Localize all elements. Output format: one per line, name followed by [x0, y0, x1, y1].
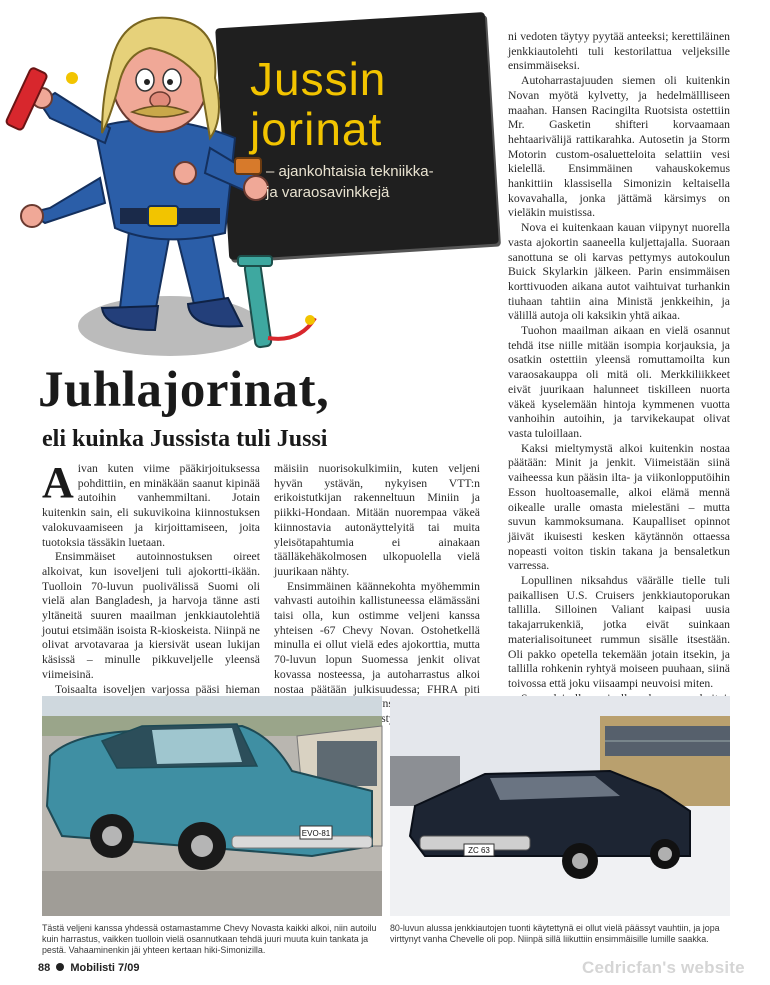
body-paragraph: mäisiin nuorisokulkimiin, kuten veljeni hyvän ystävän, nykyisen VTT:n erikoistutkijan rakenneltuun Miniin ja piikki-Hondaan. Mitään nuorempaa väkeä kiinnostavia autonäyttelyitä tai muita yleisötapahtumia ei ainakaan täälläkehäkolmosen ulkopuolella vielä juurikaan nähty. [274, 462, 480, 578]
article-subheadline: eli kuinka Jussista tuli Jussi [42, 426, 328, 452]
website-watermark: Cedricfan's website [582, 958, 745, 977]
column-subtitle-line-2: ja varaosavinkkejä [266, 184, 390, 201]
photo-caption: 80-luvun alussa jenkkiautojen tuonti käytettynä ei ollut vielä päässyt vauhtiin, ja jopa virttynyt vanha Chevelle oli pop. Niinpä sillä liikuttiin ensimmäisille lumille saakka. [390, 923, 720, 944]
body-column-left [42, 458, 260, 696]
column-subtitle-line-1: – ajankohtaisia tekniikka- [266, 163, 434, 180]
body-paragraph: Lopullinen niksahdus väärälle tielle tuli paikallisen U.S. Cruisers jenkkiautoporukan tallilla. Silloinen Valiant kaipasi uusia takajarrukenkiä, jotka eivät suinkaan materialisoituneet rummun sisälle itsestään. Oli pakko opetella tekemään jotain itsekin, ja tallilla rohkenin ryhtyä moiseen puuhaan, siinä toivossa että joku viisaampi neuvoisi miten. [508, 574, 730, 690]
body-paragraph [42, 458, 260, 550]
column-title-line-1: Jussin [250, 53, 387, 105]
body-paragraph: ni vedoten täytyy pyytää anteeksi; kerettiläinen jenkkiautolehti tuli kestorilattua veljeksille ensimmäiseksi. [508, 30, 730, 73]
body-paragraph: Kaksi mieltymystä alkoi kuitenkin nostaa päätään: Minit ja jenkit. Viimeistään siinä vaiheessa kun pääsin ilta- ja viikonlopputöihin Esson huoltoasemalle, alkoi elämä mennä oikealle uralle omasta mielestäni – mutta suvun kammoksumana. Kaupalliset opinnot jäivät ikuisesti kesken käytännön ottaessa nopeasti voiton tiskin takana ja bensaletkun varressa. [508, 441, 730, 573]
license-plate-text: ZC 63 [468, 846, 490, 855]
photo-caption: Tästä veljeni kanssa yhdessä ostamastamme Chevy Novasta kaikki alkoi, niin autoilu kuin harrastus, vaikken tuolloin vielä osannutkaan tehdä juuri muuta kuin tankata ja pestä. Vahaaminenkin jäi yhteen kertaan hiki-Simonizilla. [42, 923, 377, 955]
bullet-icon [56, 963, 64, 971]
article-headline: Juhlajorinat, [38, 362, 330, 418]
photo-chevelle [390, 696, 730, 916]
body-paragraph: Autoharrastajuuden siemen oli kuitenkin Novan myötä kylvetty, ja hedelmällliseen maahan. Hansen Racingilta Ruotsista ostettiin Mr. Gasketin shifteri korvaamaan hehtaarivälijä rattikarahka. Autosetin ja Storm Motorin custom-osaluetteloita selattiin vesi kielellä. Ensimmäinen vahauskokemus hankittiin klassisella Simonizin keltaisella kovavahalla, jonka jättämä kärsimys on vieläkin muistissa. [508, 74, 730, 220]
column-title-line-2: jorinat [250, 103, 383, 155]
body-paragraph: Ensimmäinen käännekohta myöhemmin vahvasti autoihin kallistuneessa elämässäni taisi olla, kun ostimme veljeni kanssa yhteisen -67 Chevy Novan. Ostohetkellä minulla ei ollut vielä edes ajokorttia, mutta 70-luvun lopun Suomessa jenkit olivat kovassa nosteessa, ja autoharrastus alkoi nostaa päätään julkisuudessa; FHRA piti [274, 579, 480, 696]
page-number: 88 [38, 962, 51, 974]
page-folio [38, 962, 139, 974]
body-column-middle [274, 462, 480, 696]
body-paragraph: Toisaalta isoveljen varjossa pääsi hieman [55, 682, 260, 696]
body-paragraph: Nova ei kuitenkaan kauan viipynyt nuorella vasta ajokortin saaneella kuljettajalla. Suoraan sanottuna se oli karvas pettymys autokoulun Buick Skylarkin jälkeen. Parin ensimmäisen korttivuoden aikana autot vaihtuivat turhankin tiuhaan tahtiin aina Ministä jenkkeihin, ja välillä autoja oli kaksikin yhtä aikaa. [508, 221, 730, 323]
drop-cap: A [42, 458, 74, 507]
body-paragraph: Tuohon maailman aikaan en vielä osannut tehdä itse niille mitään isompia korjauksia, ja osatkin ostettiin yleensä romuttamoilta kun varaosakauppa oli mitä oli. Merkkiliikkeet eivät juurikaan halunneet tiskilleen nuorta väkeä kyselemään hintoja kymmenen vuotta vanhoihin autoihin, ja tarvikekaupat olivat vasta tuloillaan. [508, 324, 730, 440]
body-column-right [508, 30, 730, 690]
paragraph-text: ivan kuten viime pääkirjoituksessa pohdittiin, en minäkään saanut kipinää autoihin vanhemmiltani. Jotain kuitenkin sain, eli sukuvikoina kiinnostuksen valokuvaamiseen ja kirjoittamiseen, joita tuotoksia tässäkin luetaan. [42, 462, 260, 549]
body-paragraph: Ensimmäiset autoinnostuksen oireet alkoivat, kun isoveljeni tuli ajokortti-ikään. Tuolloin 70-luvun puolivälissä Suomi oli vielä alan Bangladesh, ja harvoja tänne asti yltäneitä suuren maailman jenkkiautolehtiä joutui etsimään isoista R-kioskeista. Niinpä ne olivat arvotavaraa ja kiersivät usean lukijan käsissä – minulle pikkuveljelle yleensä viimeisinä. [42, 550, 260, 681]
license-plate-text: EVO-81 [301, 829, 331, 838]
photo-chevy-nova [42, 696, 382, 916]
magazine-issue: Mobilisti 7/09 [70, 962, 140, 974]
